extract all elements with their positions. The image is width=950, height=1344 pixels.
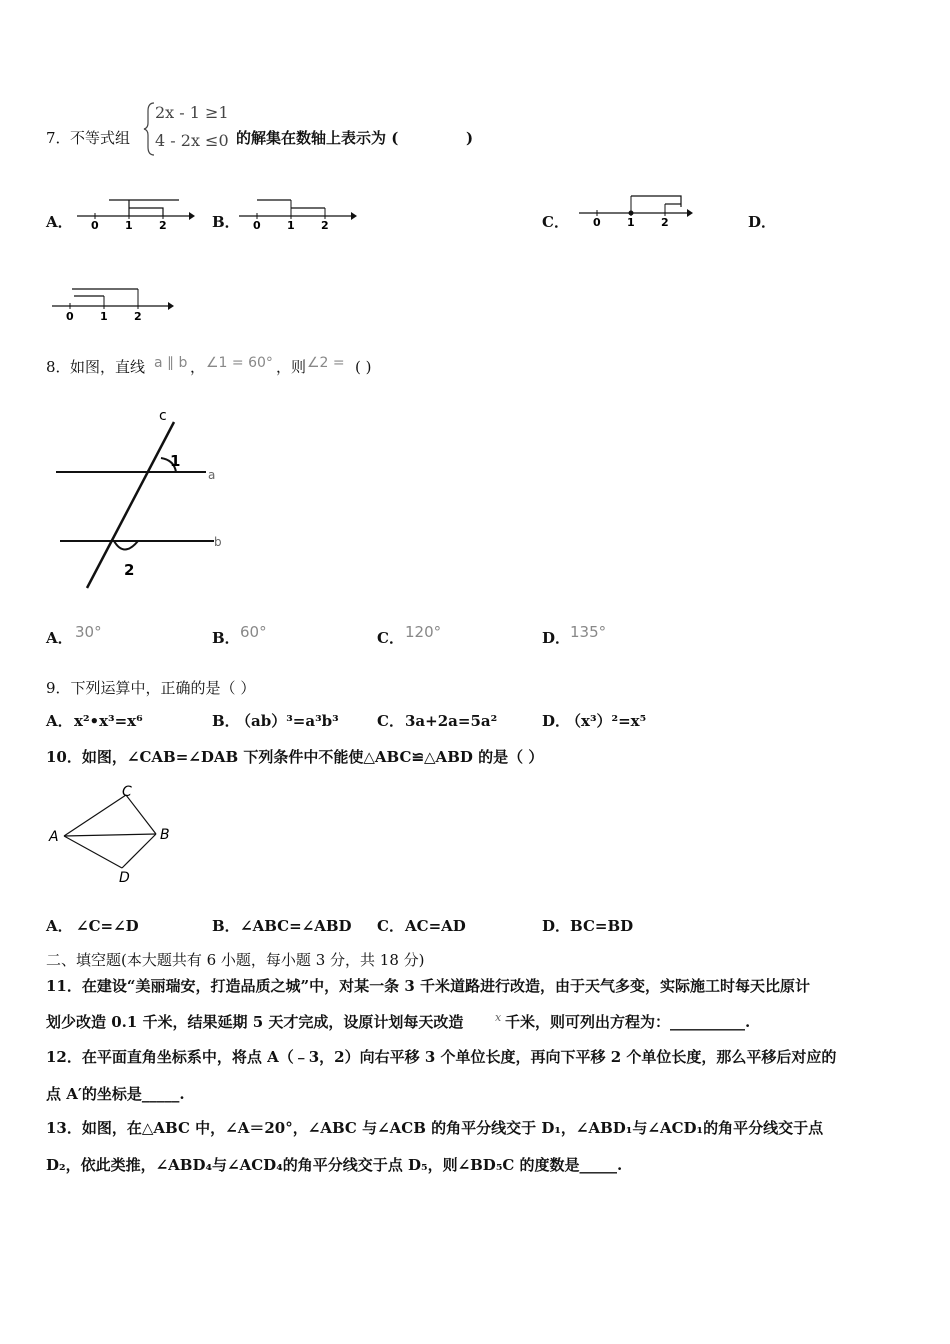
- q10-option-a-value: ∠C=∠D: [76, 917, 139, 935]
- q7-suffix: 的解集在数轴上表示为 (: [236, 129, 399, 147]
- q10-stem: 10．如图，∠CAB=∠DAB 下列条件中不能使△ABC≌△ABD 的是（ ）: [46, 748, 544, 766]
- q7-c-tick-0: 0: [593, 216, 601, 229]
- q8-label-angle2: 2: [124, 561, 135, 579]
- q8-option-c-value: 120°: [405, 623, 442, 641]
- q8-option-c-label[interactable]: C．: [377, 629, 404, 647]
- q9-option-d-label[interactable]: D．: [542, 712, 571, 730]
- q7-b-tick-1: 1: [287, 219, 295, 232]
- q9-option-b-label[interactable]: B．: [212, 712, 240, 730]
- q12-line-2: 点 A′的坐标是_____.: [46, 1085, 185, 1103]
- q10-option-d-label[interactable]: D．: [542, 917, 571, 935]
- q7-c-tick-2: 2: [661, 216, 669, 229]
- q7-option-b-number-line: [237, 196, 357, 236]
- q8-label-b: b: [214, 535, 222, 549]
- q8-condition-parallel: a ∥ b: [154, 355, 188, 371]
- q10-option-c-label[interactable]: C．: [377, 917, 404, 935]
- q13-line-1: 13．如图，在△ABC 中，∠A＝20°，∠ABC 与∠ACB 的角平分线交于 D₁，∠ABD₁与∠ACD₁的角平分线交于点: [46, 1119, 824, 1137]
- q9-option-a-label[interactable]: A．: [46, 712, 73, 730]
- q8-label-c: c: [159, 408, 167, 424]
- q10-label-D: D: [119, 870, 130, 886]
- q10-option-d-value: BC=BD: [570, 917, 634, 935]
- q9-option-c-label[interactable]: C．: [377, 712, 404, 730]
- q7-close-bracket: ): [466, 129, 474, 147]
- q13-line-2: D₂，依此类推，∠ABD₄与∠ACD₄的角平分线交于点 D₅，则∠BD₅C 的度数是_____.: [46, 1156, 623, 1174]
- q7-d-tick-1: 1: [100, 310, 108, 323]
- q8-option-a-value: 30°: [75, 623, 102, 641]
- q7-option-c-number-line: [577, 193, 697, 233]
- q9-stem: 9．下列运算中，正确的是（ ）: [46, 679, 256, 697]
- q8-bracket: ( ): [355, 358, 372, 376]
- q7-inequality-1: 2x - 1 ≥1: [155, 103, 229, 122]
- q10-option-a-label[interactable]: A．: [46, 917, 73, 935]
- q8-option-b-value: 60°: [240, 623, 267, 641]
- q7-option-d-number-line: [50, 286, 175, 326]
- q11-variable-x: x: [495, 1011, 502, 1024]
- q8-condition-angle1: ∠1 = 60°: [206, 355, 273, 371]
- q10-kite-figure: [44, 780, 174, 890]
- q8-prefix: 如图，直线: [70, 358, 146, 376]
- q7-a-tick-2: 2: [159, 219, 167, 232]
- q8-option-b-label[interactable]: B．: [212, 629, 240, 647]
- q7-prefix: 不等式组: [70, 129, 131, 147]
- q10-option-b-label[interactable]: B．: [212, 917, 240, 935]
- q8-label-a: a: [208, 468, 216, 482]
- q7-a-tick-0: 0: [91, 219, 99, 232]
- q7-d-tick-0: 0: [66, 310, 74, 323]
- q8-angle2-ask: ∠2 =: [307, 355, 345, 371]
- q7-option-d-label[interactable]: D．: [748, 213, 777, 231]
- q10-label-A: A: [49, 829, 59, 845]
- q10-option-c-value: AC=AD: [405, 917, 466, 935]
- q11-line-2a: 划少改造 0.1 千米，结果延期 5 天才完成，设原计划每天改造: [46, 1013, 464, 1031]
- q9-option-c-value: 3a+2a=5a²: [405, 712, 498, 730]
- q12-line-1: 12．在平面直角坐标系中，将点 A（﹣3，2）向右平移 3 个单位长度，再向下平移 2 个单位长度，那么平移后对应的: [46, 1048, 837, 1066]
- q8-option-d-label[interactable]: D．: [542, 629, 571, 647]
- q7-b-tick-2: 2: [321, 219, 329, 232]
- q7-option-c-label[interactable]: C．: [542, 213, 569, 231]
- q7-option-a-number-line: [75, 196, 195, 236]
- q10-label-C: C: [122, 784, 132, 800]
- q8-comma: ，: [190, 358, 206, 376]
- q7-a-tick-1: 1: [125, 219, 133, 232]
- section-2-heading: 二、填空题(本大题共有 6 小题，每小题 3 分，共 18 分): [46, 951, 425, 969]
- q7-inequality-2: 4 - 2x ≤0: [155, 131, 229, 150]
- q7-option-b-label[interactable]: B．: [212, 213, 240, 231]
- q8-option-d-value: 135°: [570, 623, 607, 641]
- q11-line-2b: 千米，则可列出方程为：__________.: [505, 1013, 751, 1031]
- q10-label-B: B: [160, 827, 170, 843]
- q9-option-a-value: x²•x³=x⁶: [74, 712, 143, 730]
- q8-label-angle1: 1: [170, 452, 181, 470]
- q10-option-b-value: ∠ABC=∠ABD: [240, 917, 352, 935]
- q7-c-tick-1: 1: [627, 216, 635, 229]
- q7-d-tick-2: 2: [134, 310, 142, 323]
- q8-parallel-lines-figure: [44, 408, 234, 593]
- q9-option-d-value: （x³）²=x⁵: [566, 712, 647, 730]
- q7-option-a-label[interactable]: A．: [46, 213, 73, 231]
- q9-option-b-value: （ab）³=a³b³: [236, 712, 339, 730]
- q8-then: ，则: [276, 358, 307, 376]
- q8-option-a-label[interactable]: A．: [46, 629, 73, 647]
- q11-line-1: 11．在建设“美丽瑞安，打造品质之城”中，对某一条 3 千米道路进行改造，由于天气多变，实际施工时每天比原计: [46, 977, 811, 995]
- q7-b-tick-0: 0: [253, 219, 261, 232]
- q7-number: 7．: [46, 129, 71, 147]
- q8-number: 8．: [46, 358, 71, 376]
